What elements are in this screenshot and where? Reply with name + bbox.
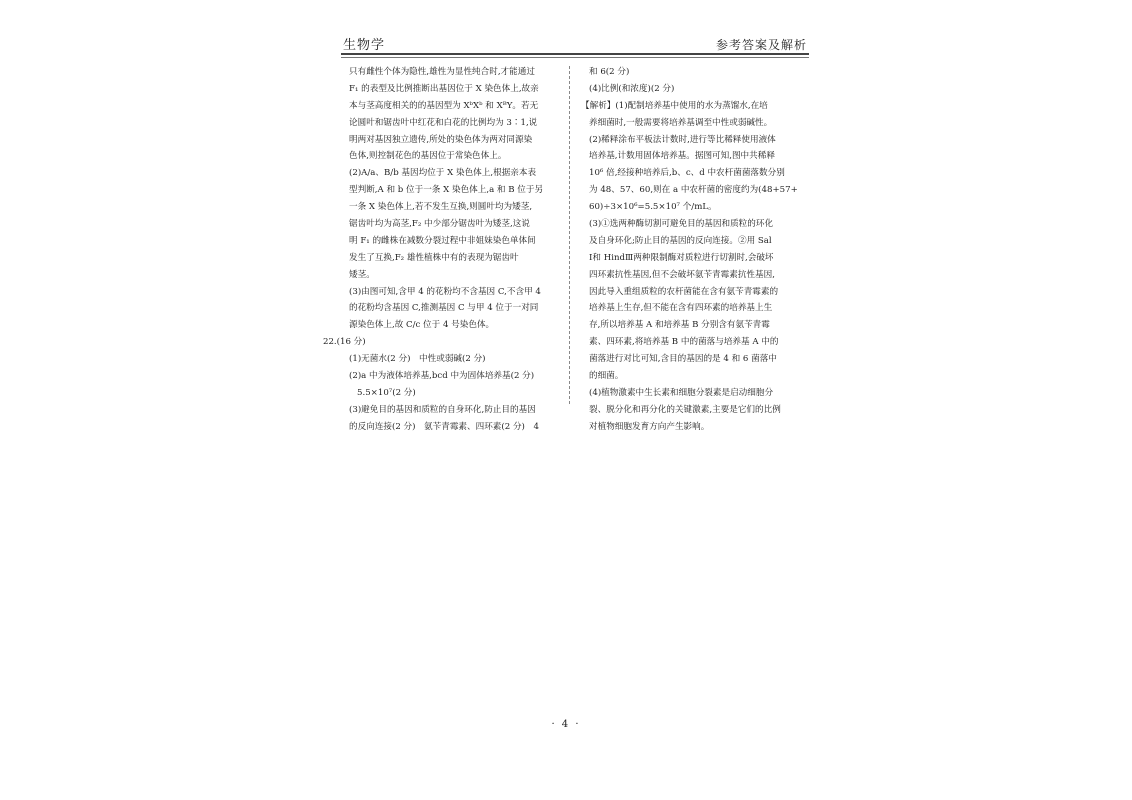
text-line: 的细菌。 bbox=[589, 371, 624, 382]
text-line: 5.5×10⁷(2 分) bbox=[357, 387, 416, 398]
text-line: 存,所以培养基 A 和培养基 B 分别含有氨苄青霉 bbox=[589, 320, 770, 331]
text-line: 本与茎高度相关的的基因型为 XᵇXᵇ 和 XᴮY。若无 bbox=[349, 100, 539, 111]
text-line: 裂、脱分化和再分化的关键激素,主要是它们的比例 bbox=[589, 404, 781, 415]
text-line: 只有雌性个体为隐性,雄性为显性纯合时,才能通过 bbox=[349, 67, 535, 77]
header-rule bbox=[341, 53, 809, 55]
left-column bbox=[323, 64, 563, 436]
text-line: (2)稀释涂布平板法计数时,进行等比稀释使用液体 bbox=[589, 134, 776, 145]
text-line: 发生了互换,F₂ 雄性植株中有的表现为锯齿叶 bbox=[349, 252, 519, 263]
text-line: 10⁶ 倍,经接种培养后,b、c、d 中农杆菌菌落数分别 bbox=[589, 168, 785, 179]
column-divider bbox=[569, 66, 570, 404]
page-number: · 4 · bbox=[551, 719, 581, 730]
text-line: 和 6(2 分) bbox=[589, 67, 630, 77]
text-line: 养细菌时,一般需要将培养基调至中性或弱碱性。 bbox=[589, 117, 773, 128]
text-line: 的反向连接(2 分) 氨苄青霉素、四环素(2 分) 4 bbox=[349, 421, 539, 432]
text-line: (3)避免目的基因和质粒的自身环化,防止目的基因 bbox=[349, 404, 536, 415]
text-line: 因此导入重组质粒的农杆菌能在含有氨苄青霉素的 bbox=[589, 286, 779, 297]
text-line: Ⅰ和 HindⅢ两种限制酶对质粒进行切割时,会破坏 bbox=[589, 252, 774, 263]
right-column bbox=[581, 64, 809, 436]
text-line: 60)÷3×10⁶=5.5×10⁷ 个/mL。 bbox=[589, 202, 717, 213]
analysis-heading-line: 【解析】(1)配制培养基中使用的水为蒸馏水,在培 bbox=[581, 100, 768, 111]
text-line: (2)A/a、B/b 基因均位于 X 染色体上,根据亲本表 bbox=[349, 168, 537, 179]
text-line: (2)a 中为液体培养基,bcd 中为固体培养基(2 分) bbox=[349, 371, 535, 382]
text-line: 矮茎。 bbox=[349, 269, 375, 280]
text-line: 论圆叶和锯齿叶中红花和白花的比例均为 3∶1,说 bbox=[349, 117, 538, 128]
text-line: 培养基上生存,但不能在含有四环素的培养基上生 bbox=[589, 303, 773, 314]
header-section: 参考答案及解析 bbox=[715, 38, 807, 52]
text-line: 明 F₁ 的雌株在减数分裂过程中非姐妹染色单体间 bbox=[349, 235, 536, 246]
text-line: 菌落进行对比可知,含目的基因的是 4 和 6 菌落中 bbox=[589, 354, 777, 365]
text-line: (4)比例(和浓度)(2 分) bbox=[589, 83, 675, 94]
text-line: 明两对基因独立遗传,所处的染色体为两对同源染 bbox=[349, 134, 533, 145]
text-line: (3)由图可知,含甲 4 的花粉均不含基因 C,不含甲 4 bbox=[349, 286, 541, 297]
text-line: 锯齿叶均为高茎,F₂ 中少部分锯齿叶为矮茎,这说 bbox=[349, 219, 530, 230]
text-line: 色体,则控制花色的基因位于常染色体上。 bbox=[349, 151, 507, 162]
text-line: 型判断,A 和 b 位于一条 X 染色体上,a 和 B 位于另 bbox=[349, 185, 544, 196]
text-line: 素、四环素,将培养基 B 中的菌落与培养基 A 中的 bbox=[589, 337, 779, 348]
text-line: 源染色体上,故 C/c 位于 4 号染色体。 bbox=[349, 320, 495, 331]
text-line: (1)无菌水(2 分) 中性或弱碱(2 分) bbox=[349, 354, 486, 365]
text-line: F₁ 的表型及比例推断出基因位于 X 染色体上,故亲 bbox=[349, 83, 539, 94]
text-line: 为 48、57、60,则在 a 中农杆菌的密度约为(48+57+ bbox=[589, 185, 798, 196]
text-line: 四环素抗性基因,但不会破坏氨苄青霉素抗性基因, bbox=[589, 269, 775, 280]
header-rule-thin bbox=[341, 57, 809, 58]
text-line: 对植物细胞发育方向产生影响。 bbox=[589, 421, 710, 432]
text-line: 的花粉均含基因 C,推测基因 C 与甲 4 位于一对同 bbox=[349, 303, 539, 314]
text-line: 一条 X 染色体上,若不发生互换,则圆叶均为矮茎, bbox=[349, 202, 533, 213]
text-line: 及自身环化;防止目的基因的反向连接。②用 Sal bbox=[589, 235, 772, 246]
text-line: (4)植物激素中生长素和细胞分裂素是启动细胞分 bbox=[589, 387, 774, 398]
text-line: 培养基,计数用固体培养基。据图可知,图中共稀释 bbox=[589, 151, 775, 162]
header-subject: 生物学 bbox=[343, 38, 386, 53]
question-number: 22.(16 分) bbox=[323, 337, 366, 348]
text-line: (3)①选两种酶切割可避免目的基因和质粒的环化 bbox=[589, 219, 774, 230]
